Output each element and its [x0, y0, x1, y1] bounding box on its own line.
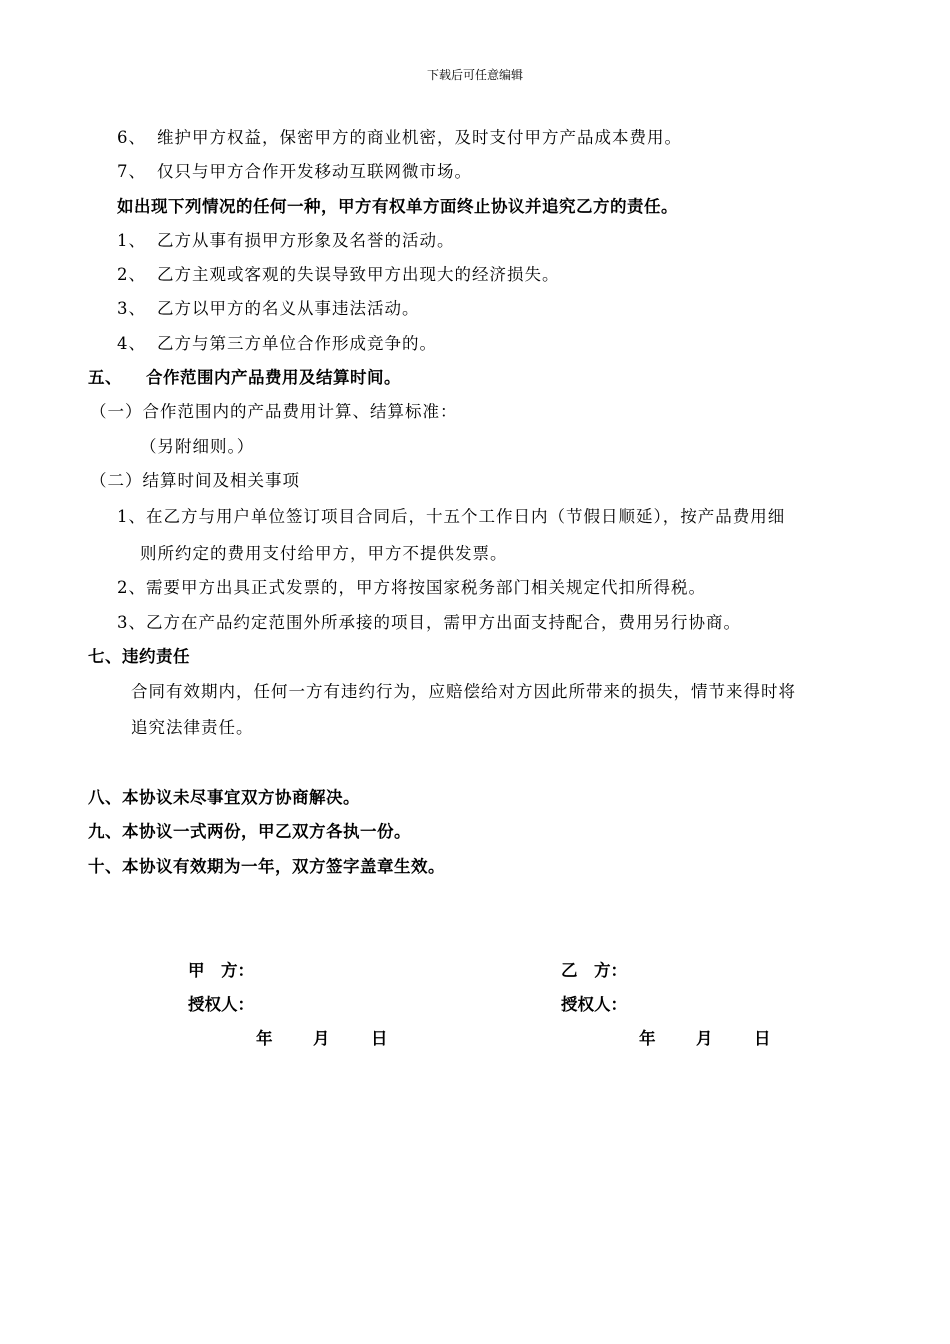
duty-item-7 — [117, 162, 472, 182]
item-text: 乙方与第三方单位合作形成竞争的。 — [157, 334, 437, 353]
item-text: 乙方以甲方的名义从事违法活动。 — [157, 299, 420, 318]
item-num: 2、 — [117, 265, 146, 284]
section-title: 合作范围内产品费用及结算时间。 — [146, 368, 401, 387]
page-header: 下载后可任意编辑 — [426, 68, 523, 82]
item-num: 3、 — [117, 299, 146, 318]
section5-sub1: （一）合作范围内的产品费用计算、结算标准： — [90, 402, 458, 421]
duty-num: 6、 — [117, 128, 146, 147]
date-b-year: 年 — [639, 1029, 656, 1048]
item-text: 乙方从事有损甲方形象及名誉的活动。 — [157, 231, 455, 250]
section7-heading: 七、违约责任 — [88, 647, 190, 666]
date-b-day: 日 — [754, 1029, 771, 1048]
termination-item — [117, 231, 455, 251]
clause-10: 十、本协议有效期为一年，双方签字盖章生效。 — [88, 857, 445, 876]
party-b-label: 乙 方： — [561, 961, 627, 980]
section5-heading — [88, 368, 401, 388]
termination-item — [117, 334, 437, 354]
section7-line1: 合同有效期内，任何一方有违约行为，应赔偿给对方因此所带来的损失，情节来得时将 — [131, 682, 796, 701]
auth-b-label: 授权人： — [561, 995, 627, 1014]
clause-9: 九、本协议一式两份，甲乙双方各执一份。 — [88, 822, 411, 841]
date-a-month: 月 — [313, 1029, 330, 1048]
section5-sub2: （二）结算时间及相关事项 — [90, 471, 300, 490]
item-num: 1、 — [117, 231, 146, 250]
termination-heading: 如出现下列情况的任何一种，甲方有权单方面终止协议并追究乙方的责任。 — [117, 197, 678, 216]
duty-item-6 — [117, 128, 682, 148]
settlement-item-1-line2: 则所约定的费用支付给甲方，甲方不提供发票。 — [140, 544, 508, 563]
clause-8: 八、本协议未尽事宜双方协商解决。 — [88, 788, 360, 807]
duty-text: 仅只与甲方合作开发移动互联网微市场。 — [157, 162, 472, 181]
settlement-item-2: 2、需要甲方出具正式发票的，甲方将按国家税务部门相关规定代扣所得税。 — [117, 578, 706, 597]
item-text: 乙方主观或客观的失误导致甲方出现大的经济损失。 — [157, 265, 560, 284]
settlement-item-1-line1: 1、在乙方与用户单位签订项目合同后，十五个工作日内（节假日顺延），按产品费用细 — [117, 507, 786, 526]
duty-text: 维护甲方权益，保密甲方的商业机密，及时支付甲方产品成本费用。 — [157, 128, 682, 147]
termination-item — [117, 299, 420, 319]
section7-line2: 追究法律责任。 — [131, 718, 254, 737]
date-b-month: 月 — [696, 1029, 713, 1048]
section5-sub1-note: （另附细则。） — [140, 437, 255, 456]
date-a-day: 日 — [371, 1029, 388, 1048]
duty-num: 7、 — [117, 162, 146, 181]
termination-item — [117, 265, 560, 285]
party-a-label: 甲 方： — [188, 961, 254, 980]
item-num: 4、 — [117, 334, 146, 353]
date-a-year: 年 — [256, 1029, 273, 1048]
settlement-item-3: 3、乙方在产品约定范围外所承接的项目，需甲方出面支持配合，费用另行协商。 — [117, 613, 741, 632]
section-num: 五、 — [88, 368, 122, 387]
auth-a-label: 授权人： — [188, 995, 254, 1014]
